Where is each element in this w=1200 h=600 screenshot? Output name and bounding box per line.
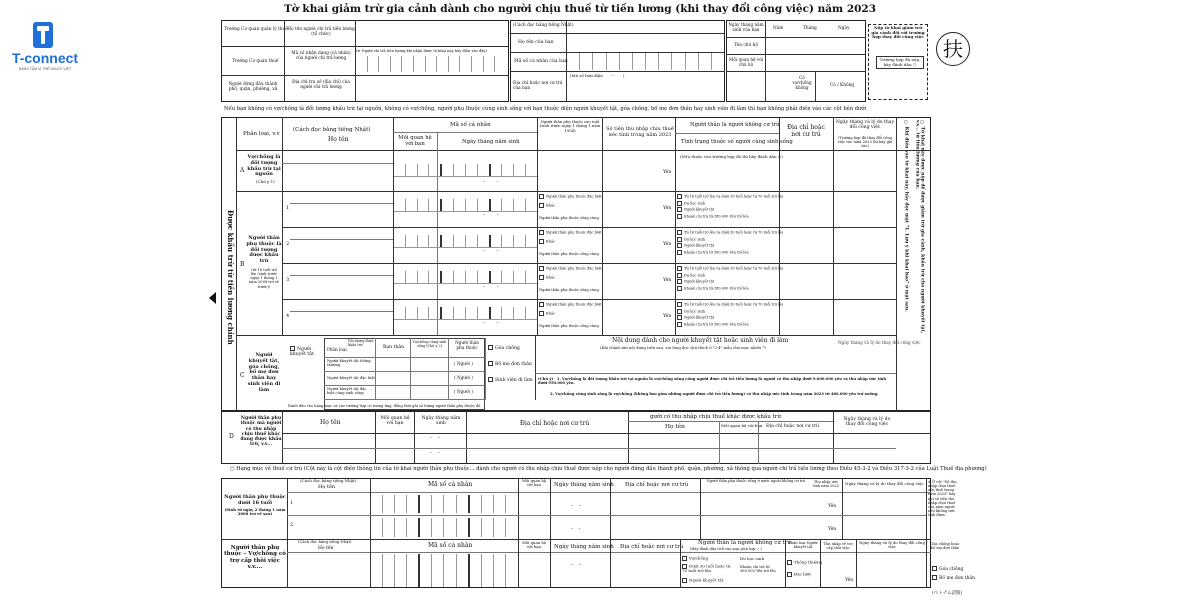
rowC-head-self: Bạn thân [383,345,405,350]
rowB-nonres-checkbox[interactable] [677,237,682,242]
kana-name-label: (Cách đọc bằng tiếng Nhật) [513,23,574,28]
rowC-note-bottom: Đánh dấu vào hàng mục và vào trường hợp có tương ứng, đồng thời ghi số lượng người thân phụ thuộc đó. [288,404,482,408]
spouse-name: Họ tên [318,546,334,551]
rowB-letter: B [240,261,245,268]
residence-note: ○ Hạng mục về thuế cư trú (Cột này là cột điền thông tin của tờ khai người thân phụ thuộc... dành cho người có thu nhập chịu thuế được nộp cho người đứng đầu thành phố, quận, phường, xã thông qua người chi trả tiền lương theo Điều 45-3-2 và Điều 317-3-2 của Luật Thuế địa phương) [230,466,987,472]
rowA-letter: A [240,167,245,174]
spouse-change: Ngày tháng và lý do thay đổi công việc [859,540,925,550]
spouse-relation: Mối quan hệ với bạn [521,540,547,550]
left-arrow-icon [209,292,216,304]
rowC-student: Sinh viên đi làm [488,377,533,383]
col-nonres-sub: Tình trạng thuộc số người cùng sinh sống [681,139,793,145]
under16-num-2: 2 [290,522,294,528]
spouse-opt-student: Du học sinh [740,556,765,561]
rowD-other-addr: Địa chỉ hoặc nơi cư trú [766,424,819,429]
yes-no-label: Có / Không [830,83,855,88]
col-change: Ngày tháng và lý do thay đổi công việc [835,120,895,131]
side-note-2: ○ Khi điền vào tờ khai này, hãy đọc mặt "1. Lưu ý khi khai báo" ở mặt sau. [903,120,909,312]
rowB-nonres-checkbox[interactable] [677,194,682,199]
under16-change: Ngày tháng và lý do thay đổi công việc [845,481,924,486]
rowC-head-cat: Phân loại [327,347,347,352]
rowB-nonres-checkbox[interactable] [677,214,682,219]
dob-year: Năm [773,26,784,31]
rowD-dob: Ngày tháng năm sinh [421,416,461,427]
under16-addr: Địa chỉ hoặc nơi cư trú [625,482,689,488]
under16-num-1: 1 [290,500,294,506]
rowB-num-2: 2 [286,241,290,247]
logo-brand: T-connect [11,50,79,66]
spouse-widow-checkbox[interactable] [932,566,937,571]
spouse-income: Thu nhập về trợ cấp thôi việc [823,542,853,551]
logo-icon [33,22,53,48]
rowC-d1: Người khuyết tật thông thường [327,359,371,368]
spouse-addr: Địa chỉ hoặc nơi cư trú [620,544,684,550]
col-change-sub: (Trường hợp đã thay đổi công việc vào năm 2023 thì hãy ghi vào) [837,136,893,149]
rowD-change: Ngày tháng và lý do thay đổi công việc [843,417,891,428]
head-name-label: Tên chủ hộ [734,43,758,48]
rowB-id-boxes [394,307,537,320]
col-name: Họ tên [328,136,349,143]
dob-month: Tháng [803,26,817,31]
spouse-label: Người thân phụ thuộc – Vợ/chồng có trợ cấp thôi việc v.v.... [224,545,286,570]
rowC-head-spouse: Vợ/chồng cùng sinh sống (Chú ý 2) [412,340,447,348]
rowD-other-rel: Mối quan hệ với bạn [721,423,763,428]
spouse-single-checkbox[interactable] [932,575,937,580]
col-elderly: Người thân phụ thuộc cao tuổi (sinh trước ngày 1 tháng 1 năm 1954) [539,119,601,133]
your-id-boxes [567,53,724,70]
rowC-head-cat-sub: Đối tượng được khấu trừ [348,339,374,347]
rowB-id-boxes [394,235,537,248]
payer-id-boxes [356,56,506,72]
notice-text: Nếu bạn không có vợ/chồng là đối tượng khấu trừ tại nguồn, không có vợ/chồng, người phụ thuộc cùng sinh sống với bạn thuộc diện người khuyết tật, góa chồng, bố mẹ đơn thân hay sinh viên đi làm thì bạn không phải điền vào các cột bên dưới [224,106,867,112]
rowD-addr: Địa chỉ hoặc nơi cư trú [520,420,590,427]
rowC-head-dep: Người thân phụ thuộc [455,340,479,350]
rowB-other-checkbox[interactable] [539,275,544,280]
rowC-widow-checkbox[interactable] [488,345,493,350]
rowA-yen: Yên [663,170,672,175]
rowA-label: Vợ/chồng là đối tượng khấu trừ tại nguồn [247,154,281,178]
rowB-nonres-checkbox[interactable] [677,266,682,271]
rowB-nonres-checkbox[interactable] [677,286,682,291]
rowB-nonres-checkbox[interactable] [677,230,682,235]
rowC-content-sub: (Khi chỉnh sửa nội dung trên sau, vui lòng đọc chú thích ở "2-4" mẫu cha mục nhiều *) [600,345,766,350]
relation-head-label: Mối quan hệ với chủ hộ [728,57,764,67]
rowC-student-checkbox[interactable] [488,377,493,382]
under16-name: Họ tên [318,484,336,490]
logo-tagline: NÂNG TẦM VỊ THẾ NGƯỜI VIỆT [18,67,72,71]
under16-label: Người thân phụ thuộc dưới 16 tuổi [224,494,286,506]
rowD-relation: Mối quan hệ với bạn [380,416,410,427]
rowB-nonres-checkbox[interactable] [677,279,682,284]
side-note-1: ○ Tờ khai này được nộp để được giảm trừ gia cảnh, khấu trừ cho người khuyết tật, v.v... từ tiền lương của bạn. [914,120,925,334]
spouse-cat-normal-checkbox[interactable] [787,560,792,565]
rowB-special-checkbox[interactable] [539,266,544,271]
under16-relation: Mối quan hệ với bạn [521,478,547,488]
office-tax: Trưởng Cơ quan thuế [232,59,279,64]
rowC-letter: C [240,372,245,379]
city-head: Người đứng đầu thành phố, quận, phường, xã [228,82,278,92]
rowC-d3: Người khuyết tật đặc biệt cùng sinh sống [327,387,367,396]
payer-id-label: Mã số nhận dạng (cá nhân) của người chi trả lương [291,51,351,61]
payer-name-label: Họ tên người chi trả tiền lương (tổ chức) [287,27,355,37]
rowC-single: Bố mẹ đơn thân [488,361,532,367]
spouse-cat-special-checkbox[interactable] [787,572,792,577]
rowC-chu-y-1: (Chú ý) 1. Vợ/chồng là đối tượng khấu trừ tại nguồn là vợ/chồng sống cùng người được chi trả tiền lương là người có thu nhập dưới 9.000.000 yên và thu nhập ước tính dưới 950.000 yên. [538,377,887,386]
rowB-nonres-checkbox[interactable] [677,243,682,248]
rowB-special-checkbox[interactable] [539,194,544,199]
rowC-d2: Người khuyết tật đặc biệt [327,376,375,380]
under16-nonres-sub: Thu nhập ước tính năm 2023 [813,480,839,489]
rowB-nonres-checkbox[interactable] [677,273,682,278]
spouse-widow-title: Góa chồng hoặc bố mẹ đơn thân [930,542,960,551]
t-connect-logo [4,22,84,82]
spouse-opt-wife-checkbox[interactable] [682,556,687,561]
spouse-yen: Yên [845,578,854,583]
rowB-nonres-checkbox[interactable] [677,322,682,327]
rowD-other-name: Họ tên [665,424,685,430]
form-title: Tờ khai giảm trừ gia cảnh dành cho người chịu thuế từ tiền lương (khi thay đổi công việc) năm 2023 [283,3,877,15]
rowA-id-boxes [394,164,537,177]
footer-code: (ベトナム語版) [932,591,963,596]
bottom-right-note: ※ Ở cột "Số thu nhập chịu thuế ước tính trong năm 2023" hãy ghi số tiền thu nhập chịu thuế của năm ngoái nếu không ước tính được. [928,480,957,517]
rowB-label: Người thân phụ thuộc là đối tượng được khấu trừ [246,235,282,264]
rowB-num-1: 1 [286,205,290,211]
rowC-persons-1: ( Người ) [454,361,473,366]
rowC-content-title: Nội dung dành cho người khuyết tật hoặc sinh viên đi làm [612,337,789,344]
under16-id-boxes-2 [371,518,517,537]
col-category: Phân loại, v.v [243,131,280,137]
rowB-nonres-checkbox[interactable] [677,207,682,212]
rowB-num-3: 3 [286,277,290,283]
rowB-nonres-checkbox[interactable] [677,309,682,314]
rowC-persons-2: ( Người ) [454,375,473,380]
deadline-title: Nộp tờ khai giảm trừ gia cảnh đối với trường hợp thay đổi công việc [871,25,925,40]
under16-dob: Ngày tháng năm sinh [554,482,614,488]
fu-char: 扶 [943,37,963,61]
under16-sub: (Sinh từ ngày 2 tháng 1 năm 2008 trở về sau) [224,507,286,517]
spouse-nonres-sub: (Hãy đánh dấu tích vào mục phù hợp ✓.) [690,547,763,551]
rowB-other-checkbox[interactable] [539,203,544,208]
dob-day: Ngày [838,26,850,31]
rowD-label: Người thân phụ thuộc mà người có thu nhập chịu thuế khác đang được khấu trừ, v.v... [240,416,282,448]
spouse-cat: Phân loại Người khuyết tật [788,541,818,550]
rowB-nonres-checkbox[interactable] [677,201,682,206]
rowB-special-checkbox[interactable] [539,302,544,307]
rowB-nonres-checkbox[interactable] [677,250,682,255]
your-id-label: Mã số cá nhân của bạn [514,59,568,64]
rowA-dob-dots: · · [483,179,499,186]
payer-id-note: (※ Người chi trả tiền lương khi nhận được tờ khai này hãy điền vào đây) [356,49,487,53]
rowB-yen: Yên [663,242,672,247]
rowC-disabled-checkbox[interactable] [290,346,295,351]
col-id: Mã số cá nhân [450,122,491,128]
rowD-other-title: gười có thu nhập chịu thuế khác được khấu trừ [650,414,781,420]
rowB-yen: Yên [663,278,672,283]
rowB-yen: Yên [663,206,672,211]
rowB-other-checkbox[interactable] [539,311,544,316]
rowD-letter: D [229,433,234,440]
rowC-widow: Góa chồng [488,345,520,351]
under16-kana: (Cách đọc bằng tiếng Nhật) [300,478,357,483]
spouse-dob: Ngày tháng năm sinh [554,544,614,550]
under16-id-boxes-1 [371,495,517,513]
under16-id: Mã số cá nhân [428,481,473,488]
col-addr: Địa chỉ hoặc nơi cư trú [787,124,825,138]
main-side-label: Được khấu trừ từ tiền lương chính [226,210,236,345]
under16-nonres: Người thân phụ thuộc sống ở nước ngoài không cư trú [706,479,806,483]
rowC-change: Ngày tháng và lý do thay đổi công việc [838,340,921,345]
spouse-kana: (Cách đọc bằng tiếng Nhật) [298,539,352,544]
rowB-nonres-checkbox[interactable] [677,315,682,320]
spouse-nonres: Người thân là người không cư trú [698,540,791,546]
rowB-num-4: 4 [286,313,290,319]
rowC-persons-3: ( Người ) [454,389,473,394]
rowB-id-boxes [394,271,537,284]
col-kana: (Cách đọc bằng tiếng Nhật) [293,127,371,133]
rowC-label: Người khuyết tật, góa chồng, bố mẹ đơn thân hay sinh viên đi làm [247,352,281,393]
rowB-other-checkbox[interactable] [539,239,544,244]
office-head: Trưởng Cơ quan quản lý thuế [224,27,288,32]
rowC-disabled: Người khuyết tật [290,347,314,358]
spouse-opt-disabled-checkbox[interactable] [682,578,687,583]
col-dob: Ngày tháng năm sinh [462,139,520,145]
spouse-opt-payment: Khoản chi trả từ 380.000 Yên trở lên [740,565,776,574]
col-nonres: Người thân là người không cư trú [690,122,780,128]
rowC-chu-y-2: 2. Vợ/chồng cùng sinh sống là vợ/chồng (không bao gồm những người được chi trả tiền lương) có thu nhập ước tính trong năm 2023 từ 480.000 yên trở xuống. [550,392,879,396]
spouse-id: Mã số cá nhân [428,542,473,549]
rowB-special-checkbox[interactable] [539,230,544,235]
col-relation: Mối quan hệ với bạn [398,135,432,148]
deadline-body: Trường hợp đã nộp, hãy đánh dấu ○ [876,56,924,69]
rowB-sub: (từ 16 tuổi trở lên (sinh trước ngày 1 tháng 1 năm 2008 trở về trước)) [248,268,279,289]
spouse-q-label: Có vợ/chồng không [792,75,812,90]
rowA-nonres-note: (Nếu thuộc vào trường hợp đó thì hãy đánh dấu ○) [680,154,783,159]
rowB-nonres-checkbox[interactable] [677,302,682,307]
rowC-single-checkbox[interactable] [488,361,493,366]
dob-label: Ngày tháng năm sinh của bạn [728,22,764,32]
rowB-id-boxes [394,199,537,212]
rowA-note: (Chú ý 1) [256,179,275,184]
postal-label: (Mã số bưu điện － ) [570,73,625,78]
your-addr-label: Địa chỉ hoặc nơi cư trú của bạn [513,81,563,91]
your-name-label: Họ tên của bạn [518,40,554,45]
spouse-id-boxes [371,554,517,587]
under16-yen-1: Yên [828,504,837,509]
payer-addr-label: Địa chỉ trụ sở (địa chỉ) của người chi trả lương [292,80,350,90]
rowD-name: Họ tên [320,419,341,426]
col-income: Số tiền thu nhập chịu thuế ước tính trong năm 2023 [606,126,674,138]
fu-circle [936,32,970,66]
under16-yen-2: Yên [828,527,837,532]
rowB-yen: Yên [663,314,672,319]
